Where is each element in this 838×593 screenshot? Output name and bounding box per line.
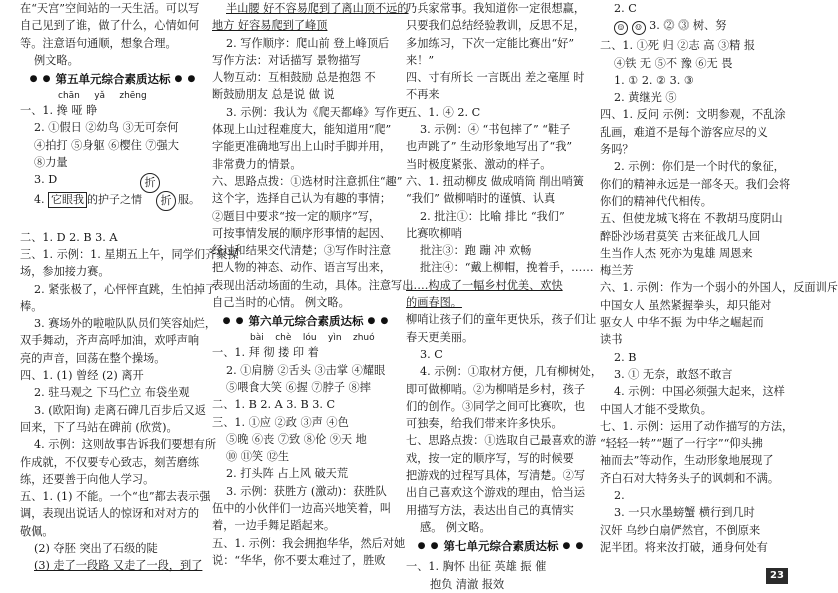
text-line: 三、1. ①应 ②政 ③声 ④色 — [212, 415, 349, 429]
text-line: 感。 例文略。 — [420, 520, 491, 534]
text-line: 一、1. 胸怀 出征 英雄 振 催 — [406, 560, 547, 574]
text-line: 半山腰 好不容易爬到了离山顶不远的 — [226, 2, 409, 15]
section-title: 第五单元综合素质达标 — [55, 72, 171, 87]
pinyin: lóu — [302, 333, 317, 344]
column-3 — [406, 0, 603, 593]
text-line: 春天更美丽。 — [406, 330, 474, 344]
text-line: ⑩ ⑪笑 ⑫生 — [226, 450, 290, 464]
pinyin-row — [20, 91, 206, 102]
text-line: 抱负 清澈 报效 — [430, 577, 505, 591]
column-2 — [212, 0, 414, 569]
text-line: 2. ①肩膀 ②舌头 ③击掌 ④耀眼 — [226, 363, 386, 377]
text-line: 多加练习，下次一定能比赛出“好” — [406, 36, 575, 50]
text-line: 断鼓励朋友 总是说 做 说 — [212, 88, 335, 102]
section-heading — [20, 71, 206, 89]
heading-dots-icon: ● ● — [367, 316, 390, 327]
text-line: 四、1. 反问 示例：文明参观，不乱涂 — [600, 108, 786, 122]
text-line: 中国女人 虽然紧握拳头，却只能对 — [600, 298, 772, 312]
text-line: 务吗？ — [600, 143, 634, 157]
text-line: 2. ①假日 ②幼鸟 ③无可奈何 — [34, 121, 179, 135]
text-line: 自己见到了谁，做了什么，心情如何 — [20, 19, 200, 33]
heading-dots-icon: ● ● — [222, 316, 245, 327]
text-line: 4. 示例：这则故事告诉我们要想有所 — [34, 438, 217, 452]
text-line: 二、1. B 2. A 3. B 3. C — [212, 398, 336, 412]
text-line: 们的创作。③同学之间可比赛吹，也 — [406, 399, 586, 413]
text-line: 2. 黄继光 ⑤ — [614, 91, 677, 105]
text-line: 说：“华华，你不要太难过了，胜败 — [212, 553, 386, 567]
smile-circle-icon: ☺ — [614, 21, 628, 35]
text-line: 写作方法：对话描写 景物描写 — [212, 53, 361, 67]
text-line: 乃兵家常事。我知道你一定很想赢， — [406, 2, 586, 15]
text-line: 即可做柳哨。②为柳哨是乡村，孩子 — [406, 382, 586, 396]
text-line: 3. 示例：获胜方 (激动)：获胜队 — [226, 484, 387, 498]
text-line: 生当作人杰 死亦为鬼雄 周恩来 — [600, 246, 753, 260]
text-line: 五、1. (1) 不能。一个“也”都去表示强 — [20, 490, 211, 504]
text-line: 可按事情发展的顺序形事情的起因、 — [212, 226, 392, 240]
char-answer: 4. 它眼我 的护子之情 — [34, 192, 142, 206]
text-line: 比赛吹柳哨 — [406, 226, 462, 240]
text-line: 人物互动：互相鼓励 总是抱怨 不 — [212, 71, 376, 85]
text-line: “我们” 做柳哨时的谨慎、认真 — [406, 192, 556, 206]
text-line: 六、1. 示例：作为一个弱小的外国人，反面训斥 — [600, 281, 838, 295]
text-line: 2. 写作顺序：爬山前 登上峰顶后 — [226, 36, 390, 50]
text-line: 2. — [614, 489, 625, 503]
text-line: 梅兰芳 — [600, 264, 634, 278]
page-number: 23 — [766, 568, 788, 584]
text-line: 作成就，不仅要专心致志，刻苦磨练 — [20, 455, 200, 469]
text-line: 出自己喜欢这个游戏的理由，恰当运 — [406, 486, 586, 500]
char-circle: 折 — [156, 191, 176, 211]
text-line: 2. 打头阵 占上风 破天荒 — [226, 467, 349, 481]
column-1 — [20, 0, 239, 575]
section-title: 第七单元综合素质达标 — [443, 539, 559, 554]
text-line: 柳哨让孩子们的童年更快乐，孩子们让 — [406, 313, 597, 327]
text-line: 3. 示例：我认为《爬天都峰》写作更 — [226, 105, 409, 119]
text-line: 经过和结果交代清楚；③写作时注意 — [212, 244, 392, 258]
text-line: (2) 夺胚 突出了石级的陡 — [34, 542, 158, 556]
text-line: 五、1. 示例：我会拥抱华华，然后对她 — [212, 536, 406, 550]
text-line: 用描写方法，表达出自己的真情实 — [406, 503, 574, 517]
pinyin: zhēng — [119, 91, 147, 102]
section-heading — [406, 538, 596, 556]
text-line: 批注④：“戴上柳帽，挽着手，…… — [420, 261, 594, 275]
text-line: 四、寸有所长 一言既出 差之毫厘 时 — [406, 71, 585, 85]
text-line: 七、思路点拨：①选取自己最喜欢的游 — [406, 434, 597, 448]
text-line: 3. ① 无奈，敢怒不敢言 — [614, 367, 733, 381]
text-line: 齐白石对大特务头子的讽刺和不满。 — [600, 471, 780, 485]
pinyin: bài — [250, 333, 264, 344]
text-line: 棒。 — [20, 299, 43, 313]
text-line: 双手舞动，齐声高呼加油，欢呼声响 — [20, 334, 200, 348]
text-line: 不再来 — [406, 88, 440, 102]
text-line: 亮的声音，回荡在整个操场。 — [20, 351, 166, 365]
text-line: 汉奸 乌纱白扇俨然官，不倒原来 — [600, 523, 761, 537]
char-tail2: 服。 — [178, 192, 200, 206]
text-line: 读书 — [600, 333, 623, 347]
text-line: 泥半团。将来汝打破，通身何处有 — [600, 540, 768, 554]
text-line: 2. C — [614, 2, 637, 15]
text-line: 三、1. 示例：1. 星期五上午，同学们齐聚操 — [20, 247, 239, 261]
pinyin-row — [212, 333, 400, 344]
pinyin: chè — [275, 333, 292, 344]
text-line: 六、1. 扭动柳皮 做成哨筒 削出哨簧 — [406, 174, 584, 188]
text-line: 五、但使龙城飞将在 不教胡马度阴山 — [600, 212, 783, 226]
text-line: 调，表现出说话人的惊讶和对对方的 — [20, 507, 200, 521]
text-line: 敬佩。 — [20, 524, 54, 538]
char-circle: 折 — [140, 173, 160, 193]
text-line: 驱女人 中华不振 为中华之崛起而 — [600, 316, 764, 330]
text-line: 4. 示例：①取材方便，几有柳树处， — [420, 365, 603, 379]
text-line: 3. 赛场外的啦啦队队员们笑容灿烂， — [34, 317, 217, 331]
text-line: 五、1. ④ 2. C — [406, 105, 481, 119]
text-line: ⑤晚 ⑥丧 ⑦致 ⑧伦 ⑨天 地 — [226, 432, 367, 446]
text-line: 2. 批注①：比喻 排比 “我们” — [420, 209, 565, 223]
text-line: 3. 一只水墨螃蟹 横行到几时 — [614, 506, 755, 520]
text-line: ……构成了一幅乡村优美、欢快 — [406, 278, 563, 292]
text-line: 你们的精神永远是一部冬天。我们会将 — [600, 177, 791, 191]
char-tail: 的护子之情 — [87, 192, 142, 206]
text-line: 地方 好容易爬到了峰顶 — [212, 19, 328, 33]
column-4 — [600, 0, 838, 556]
pinyin: yìn — [328, 333, 342, 344]
text-line: 把人物的神态、动作、语言写出来， — [212, 261, 392, 275]
text-line: 非常费力的情景。 — [212, 157, 302, 171]
text-line: 醉卧沙场君莫笑 古来征战几人回 — [600, 229, 761, 243]
heading-dots-icon: ● ● — [174, 74, 197, 85]
text-line: 四、1. (1) 曾经 (2) 离开 — [20, 369, 144, 383]
text-line: 你们的精神代代相传。 — [600, 194, 712, 208]
text-line: 3. C — [420, 347, 443, 361]
text-line: 一、1. 拜 彻 搂 印 着 — [212, 346, 319, 360]
text-line: 3. D — [34, 173, 58, 187]
text-line: 练，还要善于向他人学习。 — [20, 472, 155, 486]
text-line: 当时极度紧张、激动的样子。 — [406, 157, 552, 171]
pinyin: chān — [58, 91, 80, 102]
text-line: ④铁 无 ⑤不 豫 ⑥无 畏 — [614, 56, 733, 70]
text-line: 二、1. D 2. B 3. A — [20, 230, 118, 244]
text-line: 在“天宫”空间站的一天生活。可以写 — [20, 2, 200, 15]
pinyin: zhuó — [353, 333, 375, 344]
text-line: 4. 示例：中国必须强大起来，这样 — [614, 385, 785, 399]
heading-dots-icon: ● ● — [562, 541, 585, 552]
text-line: 六、思路点拨：①选材时注意抓住“趣” — [212, 174, 403, 188]
text-line: 体现上山过程难度大，能知道用“爬” — [212, 123, 392, 137]
heading-dots-icon: ● ● — [417, 541, 440, 552]
text-line: “轻轻一转”“题了一行字”“仰头拂 — [600, 437, 763, 451]
text-line: 戏，按一定的顺序写，写的时候要 — [406, 451, 574, 465]
text-line: ⑧力量 — [34, 156, 68, 170]
text-line: 3. 示例：④ “书包摔了” “鞋子 — [420, 123, 571, 137]
text-line: 伍中的小伙伴们一边高兴地笑着，叫 — [212, 502, 392, 516]
text-line: 也声跳了” 生动形象地写出了“我” — [406, 140, 573, 154]
text-line: 批注③：跑 蹦 冲 欢畅 — [420, 244, 532, 258]
text-line — [600, 17, 788, 37]
smile-circle-icon: ☺ — [632, 21, 646, 35]
text-line: 2. 示例：你们是一个时代的象征， — [614, 160, 785, 174]
text-line: 七、1. 示例：运用了动作描写的方法， — [600, 419, 794, 433]
text-line: ④拍打 ⑤身躯 ⑥樱住 ⑦强大 — [34, 138, 179, 152]
text-line: 中国人才能不受欺负。 — [600, 402, 712, 416]
text-line: ②题目中要求“按一定的顺序”写， — [212, 209, 381, 223]
section-title: 第六单元综合素质达标 — [248, 314, 364, 329]
text-line: 2. 驻马观之 下马伫立 布袋坐观 — [34, 386, 190, 400]
text-line: 自己当时的心情。 例文略。 — [212, 296, 350, 310]
text-line: ⑤喂食大笑 ⑥握 ⑦脖子 ⑧摔 — [226, 380, 371, 394]
section-heading — [212, 313, 400, 331]
text-line: 的画春图。 — [406, 296, 462, 310]
text-line: 2. 紧张极了，心怦怦直跳，生怕掉了 — [34, 282, 217, 296]
text-line: 字能更准确地写出上山时手脚并用， — [212, 140, 392, 154]
text-line: 例文略。 — [34, 53, 79, 67]
text-line: 着，一边手舞足蹈起来。 — [212, 519, 336, 533]
answer-text: 3. ⓶ ⓷ 树、努 — [649, 19, 727, 33]
text-line: 场，参加接力赛。 — [20, 265, 110, 279]
text-line: 回来，下了马站在碑前 (欣赏)。 — [20, 420, 178, 434]
text-line: 二、1. ①死 归 ②志 高 ③精 报 — [600, 39, 756, 53]
heading-dots-icon: ● ● — [29, 74, 52, 85]
text-line: 来！” — [406, 53, 435, 67]
text-line: 2. B — [614, 350, 637, 364]
text-line: (3) 走了一段路 又走了一段，到了 — [34, 559, 203, 573]
text-line: 这个字，选择自己认为有趣的事情； — [212, 192, 392, 206]
text-line: 乱画，难道不是每个游客应尽的义 — [600, 125, 768, 139]
text-line: 1. ① 2. ② 3. ③ — [614, 73, 694, 87]
text-line: 只要我们总结经验教训，反思不足， — [406, 19, 586, 33]
char-box: 它眼我 — [48, 192, 87, 208]
text-line: 把游戏的过程写具体，写清楚。②写 — [406, 469, 586, 483]
pinyin: yǎ — [94, 91, 106, 102]
text-line: 袖而去”等动作，生动形象地展现了 — [600, 454, 774, 468]
text-line: 可独奏，给我们带来许多快乐。 — [406, 417, 563, 431]
text-line: 3. (欧阳询) 走离石碑几百步后又返 — [34, 403, 206, 417]
text-line: 表现出活动场面的生动，具体。注意写出 — [212, 278, 414, 292]
text-line: 等。注意语句通顺，想象合理。 — [20, 36, 177, 50]
text-line: 一、1. 搀 哑 睁 — [20, 104, 98, 118]
